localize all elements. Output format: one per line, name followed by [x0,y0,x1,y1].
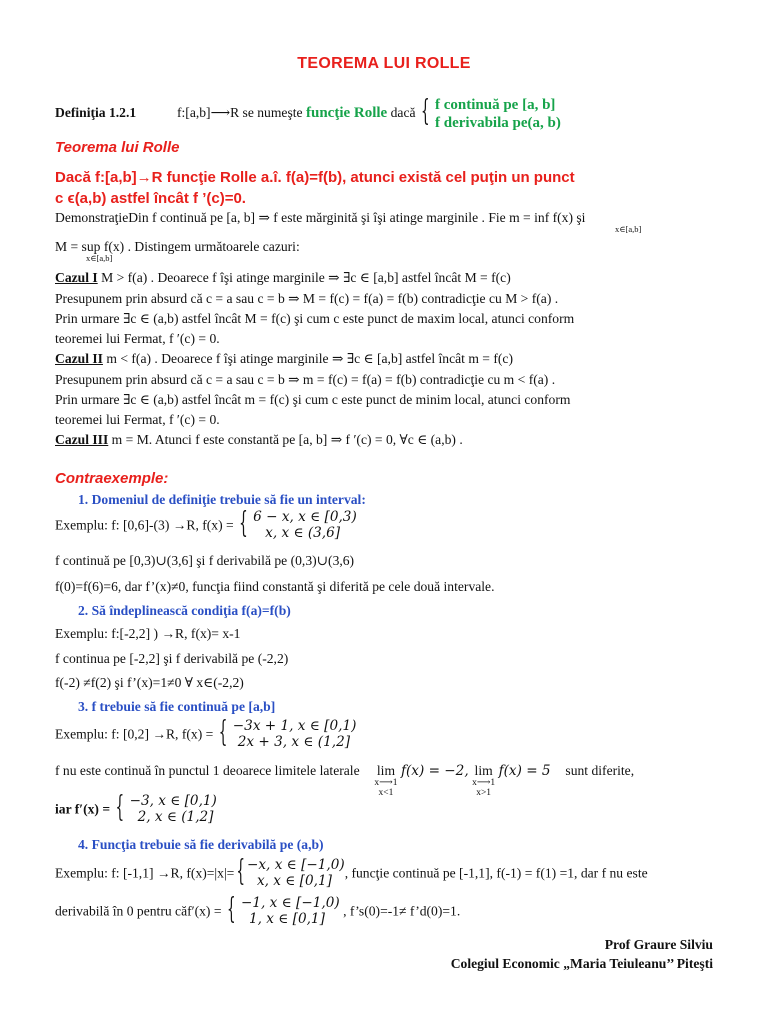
example-3-prefix: Exemplu: f: [0,2] →R, f(x) = [55,726,214,742]
footer-school: Colegiul Economic „Maria Teiuleanu’’ Piteşti [450,956,713,971]
example-4-brace: { [236,854,245,889]
left-limit [374,764,397,798]
example-4-derivative-case-1: −1, x ∈ [−1,0) [241,895,340,911]
definition-line [55,96,561,132]
left-limit-value: f(x) = −2, [400,763,469,779]
right-limit [472,764,495,798]
example-3-case-2: 2x + 3, x ∈ (1,2] [237,734,351,751]
case-2-line-4: teoremei lui Fermat, f ′(c) = 0. [55,412,220,427]
example-3-case-1: −3x + 1, x ∈ [0,1) [232,718,357,734]
right-limit-sub-1: x⟶1 [472,777,496,788]
example-2-line-3: f(-2) ≠f(2) şi f’(x)=1≠0 ∀ x∈(-2,2) [55,675,244,690]
theorem-line-1: Dacă f:[a,b]→R funcţie Rolle a.î. f(a)=f(b), atunci există cel puţin un punct [55,169,575,186]
example-4-title: 4. Funcţia trebuie să fie derivabilă pe (a,b) [78,837,324,852]
example-1-cases [253,509,357,542]
counterexamples-heading: Contraexemple: [55,470,169,487]
left-limit-sub-1: x⟶1 [374,777,398,788]
example-1-prefix: Exemplu: f: [0,6]-(3) →R, f(x) = [55,517,234,533]
case-2-label: Cazul II [55,351,103,366]
case-1-line-4: teoremei lui Fermat, f ′(c) = 0. [55,331,220,346]
definition-term: funcţie Rolle [305,105,388,122]
definition-conditions [435,96,561,132]
example-4-derivative-cases [241,895,340,928]
case-2-line-1 [55,352,513,366]
example-4-derivative-suffix: , f’s(0)=-1≠ f’d(0)=1. [343,903,461,919]
example-4-definition [55,854,648,890]
example-3-derivative-brace: { [115,790,125,825]
definition-label: Definiţia 1.2.1 [55,105,137,121]
left-limit-sub-2: x<1 [378,788,394,799]
example-4-suffix: , funcţie continuă pe [-1,1], f(-1) = f(1) =1, dar f nu este [344,865,648,881]
example-4-derivative-brace: { [226,892,236,927]
case-1-line-2: Presupunem prin absurd că c = a sau c = b ⇒ M = f(c) = f(a) = f(b) contradicţie cu M > f(a) . [55,291,559,306]
inf-subscript: x∈[a,b] [615,224,642,234]
example-3-derivative-case-1: −3, x ∈ [0,1) [129,793,217,809]
definition-daca: dacă [390,105,416,121]
case-2-line-3: Prin urmare ∃c ∈ (a,b) astfel încât m = f(c) şi cum c este punct de minim local, atunci conform [55,392,571,407]
right-limit-value: f(x) = 5 [498,763,551,779]
example-2-title: 2. Să îndeplinească condiţia f(a)=f(b) [78,603,291,618]
page-title: TEOREMA LUI ROLLE [297,55,471,72]
example-4-case-2: x, x ∈ [0,1] [257,873,332,890]
example-3-derivative-case-2: 2, x ∈ (1,2] [137,809,214,826]
case-1-label: Cazul I [55,270,98,285]
case-1-line-3: Prin urmare ∃c ∈ (a,b) astfel încât M = f(c) şi cum c este punct de maxim local, atunci conform [55,311,575,326]
example-1-case-2: x, x ∈ (3,6] [265,525,341,542]
proof-line-2: M = sup f(x) . Distingem următoarele cazuri: [55,239,300,254]
case-1-text: M > f(a) . Deoarece f îşi atinge marginile ⇒ ∃c ∈ [a,b] astfel încât M = f(c) [97,270,511,285]
right-limit-symbol: lim [474,763,493,778]
proof-line-1 [55,211,585,225]
example-3-brace: { [218,715,228,750]
case-1-line-1 [55,271,511,285]
footer-author: Prof Graure Silviu [604,937,713,952]
example-2-line-2: f continua pe [-2,2] şi f derivabilă pe (-2,2) [55,651,289,666]
case-3-line [55,433,463,447]
example-1-line-3: f(0)=f(6)=6, dar f’(x)≠0, funcţia fiind constantă şi diferită pe cele două intervale. [55,579,495,594]
example-3-definition [55,715,357,751]
definition-condition-2: f derivabila pe(a, b) [435,115,561,131]
example-4-derivative-prefix: derivabilă în 0 pentru căf′(x) = [55,903,222,919]
example-3-cases [233,718,357,751]
case-2-line-2: Presupunem prin absurd că c = a sau c = b ⇒ m = f(c) = f(a) = f(b) contradicţie cu m < f(a) . [55,372,556,387]
example-3-derivative [55,790,217,826]
right-limit-sub-2: x>1 [476,788,492,799]
case-3-label: Cazul III [55,432,109,447]
example-3-derivative-prefix: iar f′(x) = [55,801,111,817]
example-3-limits-text: f nu este continuă în punctul 1 deoarece limitele laterale [55,763,360,778]
example-4-case-1: −x, x ∈ [−1,0) [247,857,345,873]
example-4-line-2 [55,892,461,928]
definition-text: f:[a,b]⟶R se numeşte [177,105,303,121]
example-1-definition [55,506,357,542]
example-3-title: 3. f trebuie să fie continuă pe [a,b] [78,699,276,714]
example-3-limits-suffix: sunt diferite, [565,763,635,778]
example-4-cases [247,857,345,890]
example-1-case-1: 6 − x, x ∈ [0,3) [253,509,357,525]
theorem-line-2: c ϵ(a,b) astfel încât f ’(c)=0. [55,190,246,207]
case-2-text: m < f(a) . Deoarece f îşi atinge marginile ⇒ ∃c ∈ [a,b] astfel încât m = f(c) [102,351,513,366]
sup-subscript: x∈[a,b] [86,253,113,263]
left-limit-symbol: lim [376,763,396,778]
proof-text-1: DemonstraţieDin f continuă pe [a, b] ⇒ f este mărginită şi îşi atinge marginile . Fie m = inf f(x) şi [55,210,586,225]
theorem-heading: Teorema lui Rolle [55,139,180,156]
example-2-line-1: Exemplu: f:[-2,2] ) →R, f(x)= x-1 [55,626,241,641]
definition-brace: { [420,95,430,130]
example-1-brace: { [239,506,248,541]
example-3-derivative-cases [130,793,217,826]
example-1-title: 1. Domeniul de definiţie trebuie să fie un interval: [78,492,366,507]
definition-condition-1: f continuă pe [a, b] [435,97,556,113]
case-3-text: m = M. Atunci f este constantă pe [a, b] ⇒ f ′(c) = 0, ∀c ∈ (a,b) . [108,432,463,447]
example-4-prefix: Exemplu: f: [-1,1] →R, f(x)=|x|= [55,865,235,881]
example-4-derivative-case-2: 1, x ∈ [0,1] [249,911,325,928]
example-1-line-2: f continuă pe [0,3)∪(3,6] şi f derivabilă pe (0,3)∪(3,6) [55,553,355,568]
